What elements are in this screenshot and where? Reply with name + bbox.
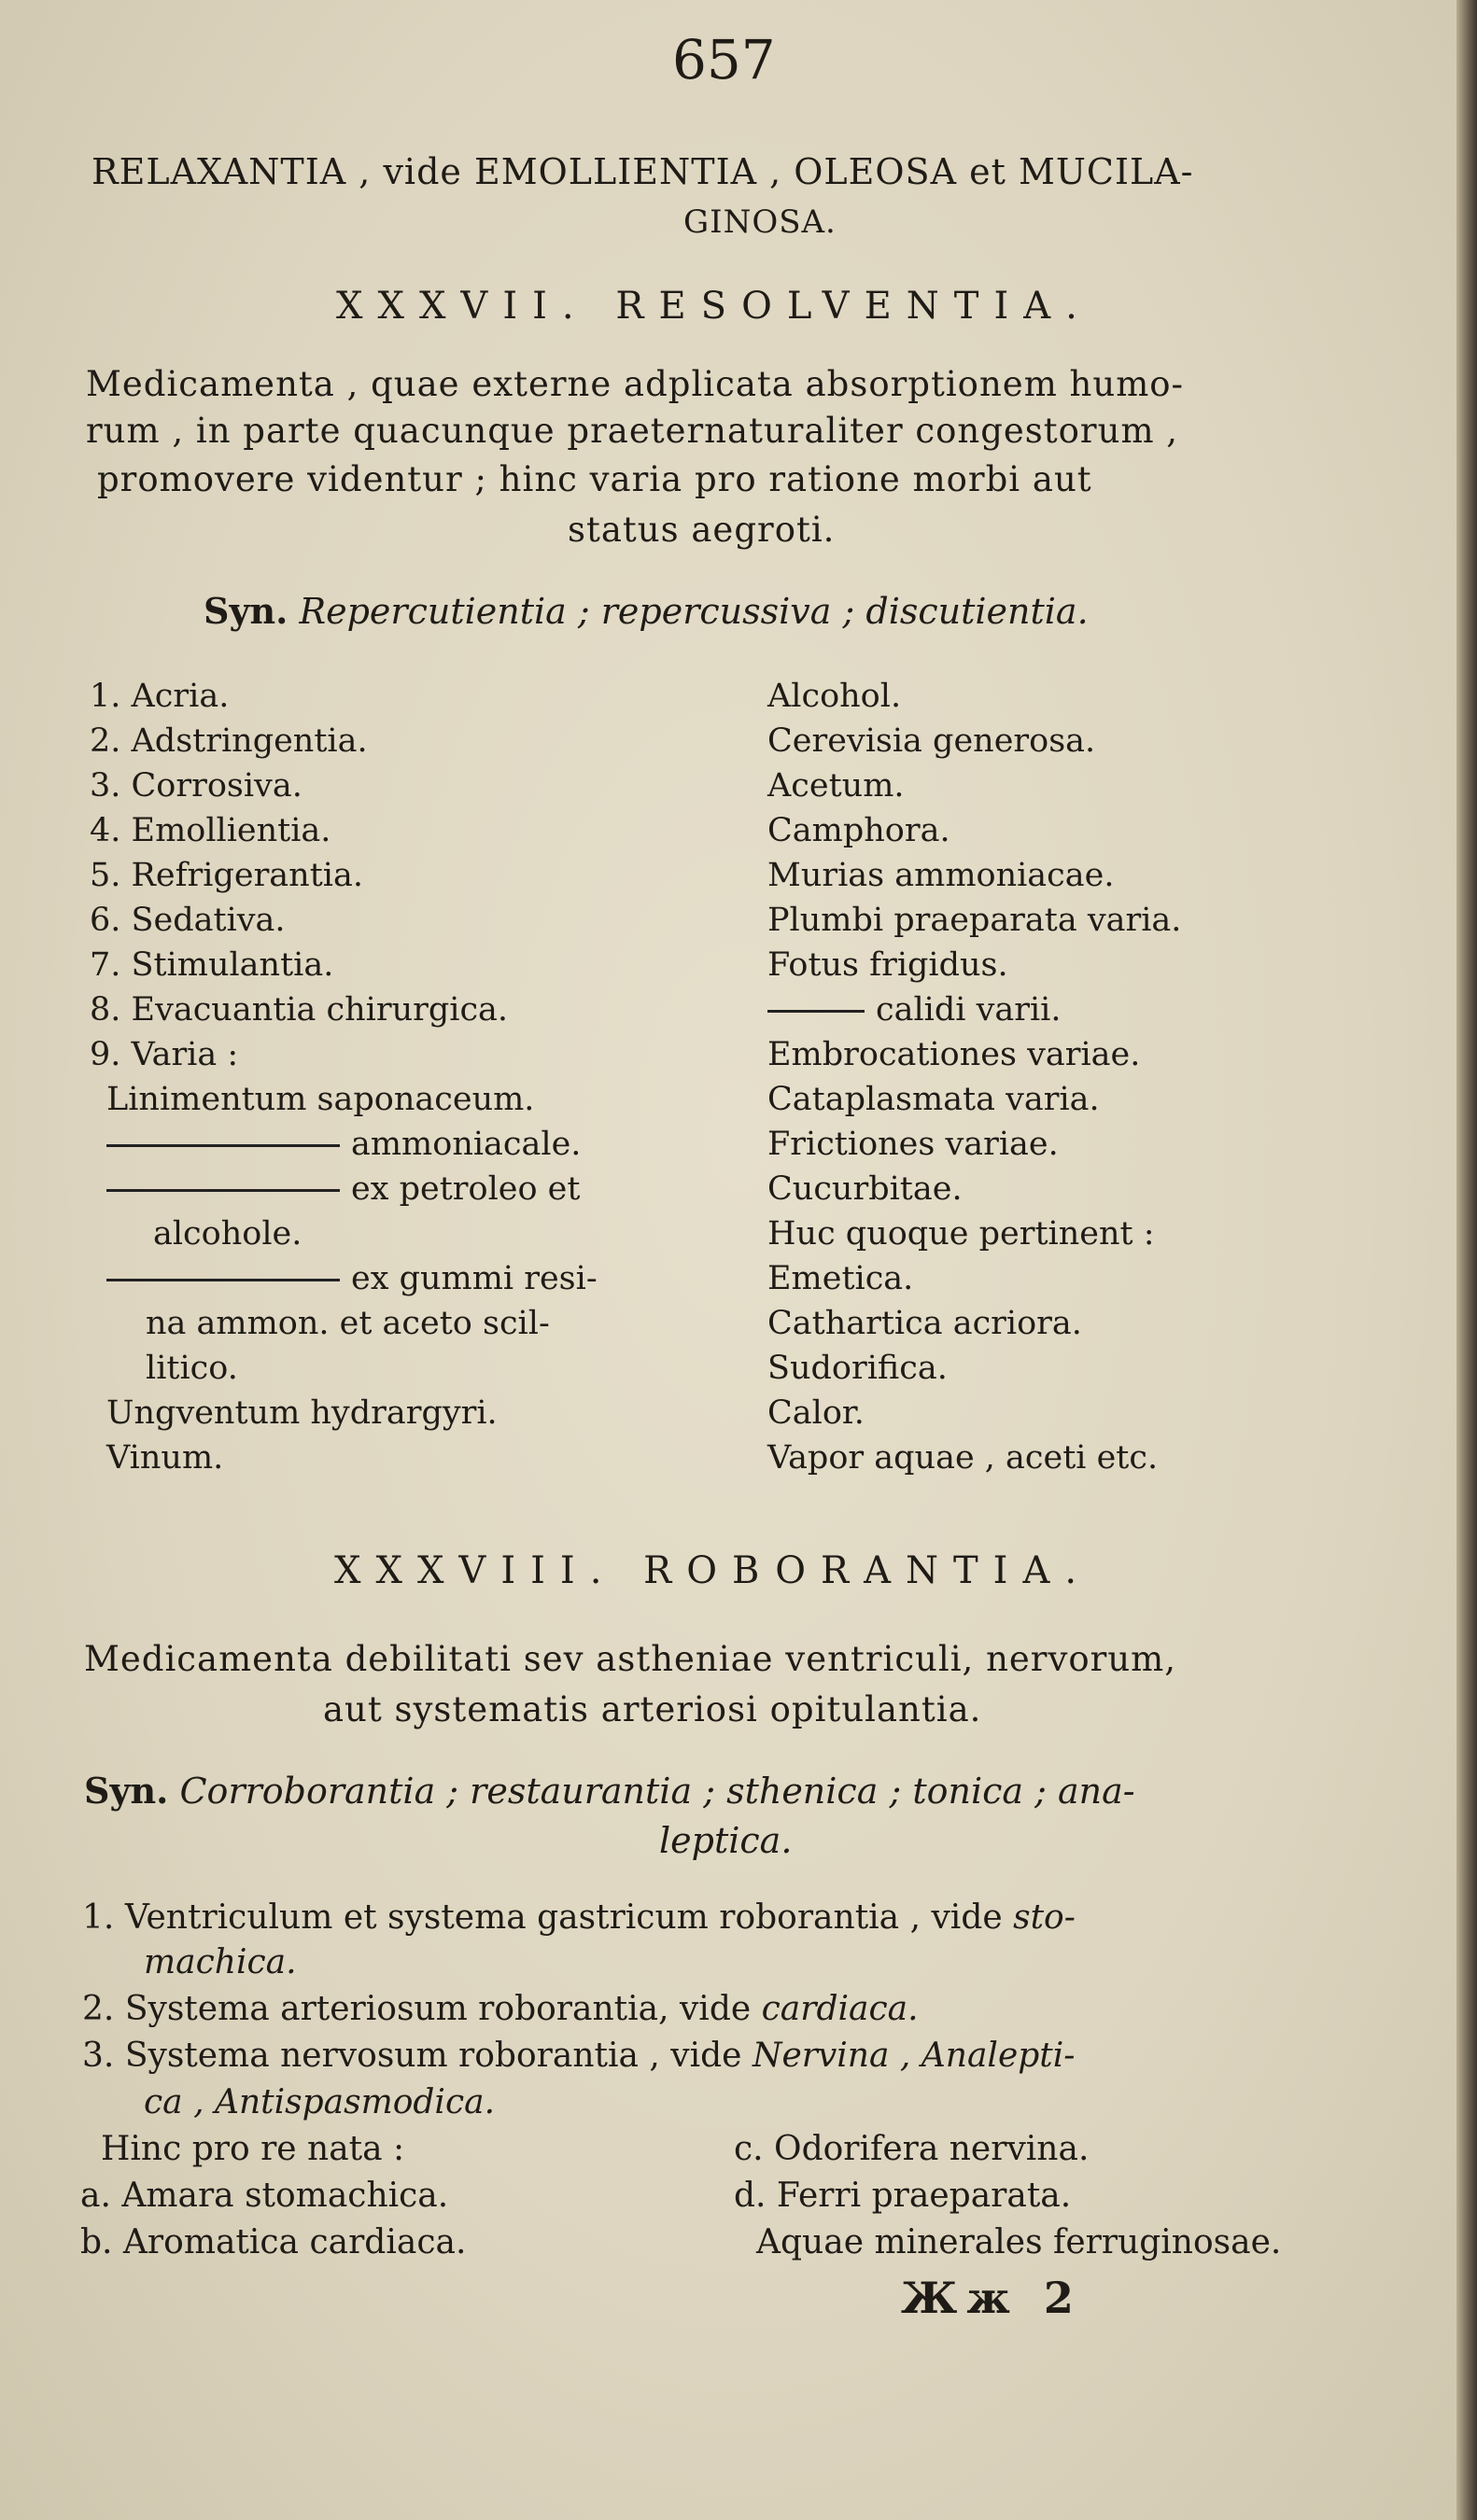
- list-item: calidi varii.: [767, 987, 1181, 1032]
- section-38-title: XXXVIII. ROBORANTIA.: [334, 1549, 1092, 1592]
- list-item: Murias ammoniacae.: [767, 857, 1115, 894]
- list-item: Cucurbitae.: [767, 1170, 963, 1208]
- section-37-desc-line-4: status aegroti.: [568, 510, 836, 550]
- syn-label: Syn.: [84, 1770, 169, 1812]
- section-38-synonyms-line-1: [84, 1770, 1135, 1812]
- list-item: Linimentum saponaceum.: [106, 1081, 535, 1118]
- sub-item-aquae: Aquae minerales ferruginosae.: [756, 2223, 1282, 2261]
- list-item: Embrocationes variae.: [767, 1036, 1141, 1073]
- section-37-desc-line-2: rum , in parte quacunque praeternaturaliter congestorum ,: [86, 411, 1179, 451]
- section-37-desc-line-1: Medicamenta , quae externe adplicata absorptionem humo-: [86, 364, 1185, 404]
- list-item: 9. Varia :: [90, 1036, 239, 1073]
- printer-signature: Жж 2: [901, 2273, 1083, 2323]
- ditto-dash: [106, 1189, 340, 1192]
- section-38-desc-line-2: aut systematis arteriosi opitulantia.: [323, 1689, 982, 1729]
- section-37-left-column: [90, 674, 598, 1480]
- section-37-title: XXXVII. RESOLVENTIA.: [336, 285, 1092, 328]
- ditto-dash: [767, 1010, 865, 1013]
- list-item: 5. Refrigerantia.: [90, 857, 363, 894]
- relaxantia-line-2: GINOSA.: [683, 203, 837, 241]
- syn-text: Repercutientia ; repercussiva ; discutientia.: [299, 591, 1089, 632]
- list-item: Cataplasmata varia.: [767, 1081, 1100, 1118]
- roborantia-item-1: 1. Ventriculum et systema gastricum roborantia , vide sto-: [82, 1898, 1076, 1937]
- list-item: 3. Corrosiva.: [90, 767, 302, 805]
- list-item: 2. Adstringentia.: [90, 722, 368, 760]
- list-item: 1. Acria.: [90, 678, 230, 715]
- list-item: 8. Evacuantia chirurgica.: [90, 991, 509, 1029]
- list-item: Ungventum hydrargyri.: [106, 1394, 498, 1432]
- ditto-dash: [106, 1279, 340, 1281]
- ditto-dash: [106, 1144, 340, 1147]
- list-item: ammoniacale.: [90, 1122, 598, 1167]
- roborantia-item-3: 3. Systema nervosum roborantia , vide Nervina , Analepti-: [82, 2037, 1076, 2075]
- list-item: ex gummi resi-: [90, 1256, 598, 1301]
- list-item: Vapor aquae , aceti etc.: [767, 1439, 1159, 1477]
- section-38-synonyms-line-2: leptica.: [659, 1820, 793, 1861]
- list-item: alcohole.: [153, 1215, 302, 1253]
- hinc-pro-re-nata: Hinc pro re nata :: [101, 2130, 405, 2168]
- page-number: 657: [672, 28, 776, 91]
- list-item: 6. Sedativa.: [90, 902, 286, 939]
- list-item: Huc quoque pertinent :: [767, 1215, 1155, 1253]
- syn-label: Syn.: [204, 590, 288, 632]
- syn-text: Corroborantia ; restaurantia ; sthenica ; tonica ; ana-: [179, 1771, 1135, 1812]
- section-38-desc-line-1: Medicamenta debilitati sev astheniae ventriculi, nervorum,: [84, 1639, 1177, 1679]
- page-binding-shadow: [1456, 0, 1477, 2520]
- list-item: Calor.: [767, 1394, 865, 1432]
- list-item: Frictiones variae.: [767, 1126, 1059, 1163]
- relaxantia-line-1: RELAXANTIA , vide EMOLLIENTIA , OLEOSA et MUCILA-: [91, 151, 1194, 192]
- list-item: 7. Stimulantia.: [90, 946, 334, 984]
- sub-item-d: d. Ferri praeparata.: [734, 2177, 1072, 2215]
- list-item: Plumbi praeparata varia.: [767, 902, 1182, 939]
- roborantia-item-1-cont: machica.: [144, 1943, 297, 1981]
- section-37-desc-line-3: promovere videntur ; hinc varia pro ratione morbi aut: [97, 459, 1092, 499]
- list-item: Alcohol.: [767, 678, 902, 715]
- list-item: Emetica.: [767, 1260, 914, 1297]
- list-item: Sudorifica.: [767, 1350, 948, 1387]
- roborantia-item-3-cont: ca , Antispasmodica.: [144, 2083, 496, 2121]
- list-item: Cerevisia generosa.: [767, 722, 1096, 760]
- section-37-right-column: [767, 674, 1181, 1480]
- list-item: 4. Emollientia.: [90, 812, 331, 849]
- list-item: Cathartica acriora.: [767, 1305, 1082, 1342]
- sub-item-a: a. Amara stomachica.: [80, 2177, 449, 2215]
- list-item: Vinum.: [106, 1439, 224, 1477]
- sub-item-c: c. Odorifera nervina.: [734, 2130, 1090, 2168]
- sub-item-b: b. Aromatica cardiaca.: [80, 2223, 467, 2261]
- section-37-synonyms: [204, 590, 1089, 632]
- list-item: na ammon. et aceto scil-: [146, 1305, 550, 1342]
- list-item: litico.: [146, 1350, 238, 1387]
- list-item: Camphora.: [767, 812, 950, 849]
- list-item: Fotus frigidus.: [767, 946, 1008, 984]
- list-item: Acetum.: [767, 767, 905, 805]
- list-item: ex petroleo et: [90, 1167, 598, 1211]
- roborantia-item-2: 2. Systema arteriosum roborantia, vide cardiaca.: [82, 1990, 919, 2028]
